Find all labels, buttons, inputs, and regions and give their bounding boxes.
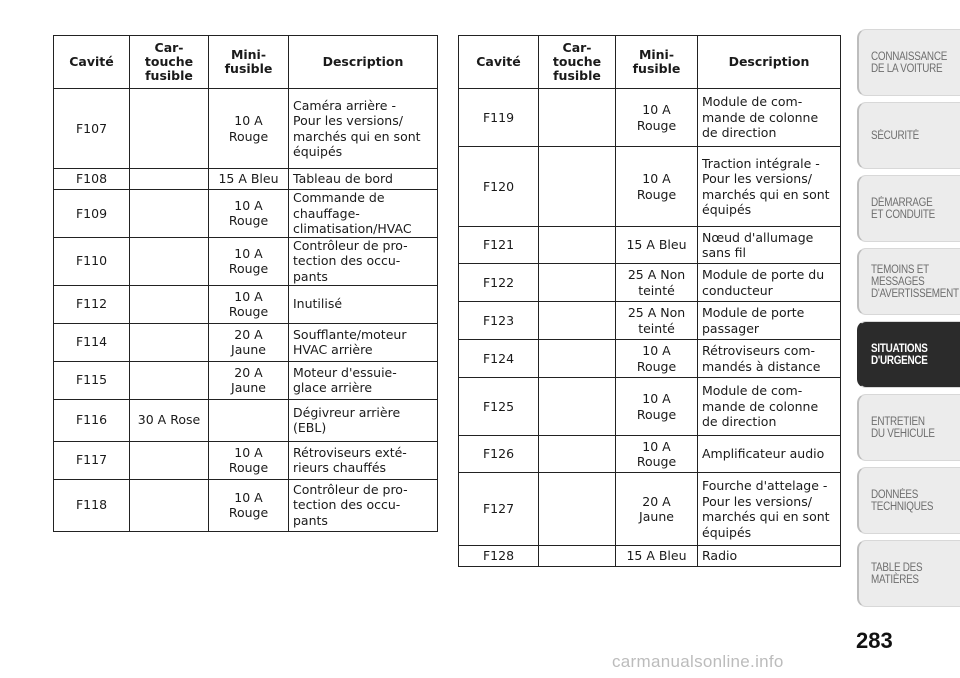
description-cell: Contrôleur de pro- tection des occu- pants xyxy=(289,237,438,285)
table-row xyxy=(459,89,841,147)
cartridge-cell xyxy=(539,546,616,567)
description-cell: Moteur d'essuie- glace arrière xyxy=(289,361,438,399)
chapter-tab-label: ENTRETIEN DU VEHICULE xyxy=(871,415,935,440)
table-row xyxy=(54,89,438,169)
header-mini-fuse: Mini- fusible xyxy=(616,36,698,89)
description-cell: Tableau de bord xyxy=(289,169,438,190)
chapter-tabs xyxy=(857,29,960,613)
cavity-cell: F123 xyxy=(459,302,539,340)
cartridge-cell xyxy=(130,479,209,531)
chapter-tab[interactable] xyxy=(857,29,960,96)
chapter-tab-label: CONNAISSANCE DE LA VOITURE xyxy=(871,50,948,75)
description-cell: Dégivreur arrière (EBL) xyxy=(289,399,438,441)
table-row xyxy=(54,399,438,441)
table-row xyxy=(459,302,841,340)
mini-fuse-cell: 10 A Rouge xyxy=(209,285,289,323)
cartridge-cell: 30 A Rose xyxy=(130,399,209,441)
table-row xyxy=(54,285,438,323)
cartridge-cell xyxy=(130,89,209,169)
table-row xyxy=(54,237,438,285)
cartridge-cell xyxy=(130,169,209,190)
cavity-cell: F117 xyxy=(54,441,130,479)
table-row xyxy=(459,340,841,378)
cavity-cell: F126 xyxy=(459,436,539,473)
chapter-tab-label: SITUATIONS D'URGENCE xyxy=(871,342,928,367)
mini-fuse-cell: 20 A Jaune xyxy=(209,323,289,361)
mini-fuse-cell: 20 A Jaune xyxy=(616,473,698,546)
header-cavity: Cavité xyxy=(54,36,130,89)
description-cell: Module de porte passager xyxy=(698,302,841,340)
cavity-cell: F118 xyxy=(54,479,130,531)
description-cell: Radio xyxy=(698,546,841,567)
chapter-tab-label: DÉMARRAGE ET CONDUITE xyxy=(871,196,936,221)
description-cell: Rétroviseurs exté- rieurs chauffés xyxy=(289,441,438,479)
chapter-tab[interactable] xyxy=(857,102,960,169)
chapter-tab-label: SÉCURITÉ xyxy=(871,129,919,142)
cavity-cell: F128 xyxy=(459,546,539,567)
mini-fuse-cell: 10 A Rouge xyxy=(209,190,289,238)
mini-fuse-cell: 10 A Rouge xyxy=(209,237,289,285)
cartridge-cell xyxy=(539,147,616,227)
table-row xyxy=(54,361,438,399)
header-description: Description xyxy=(698,36,841,89)
cavity-cell: F121 xyxy=(459,227,539,264)
description-cell: Commande de chauffage- climatisation/HVAC xyxy=(289,190,438,238)
cartridge-cell xyxy=(539,264,616,302)
mini-fuse-cell: 10 A Rouge xyxy=(616,340,698,378)
cartridge-cell xyxy=(539,436,616,473)
chapter-tab[interactable] xyxy=(857,394,960,461)
header-cartridge: Car- touche fusible xyxy=(539,36,616,89)
cartridge-cell xyxy=(130,237,209,285)
mini-fuse-cell: 10 A Rouge xyxy=(616,89,698,147)
mini-fuse-cell: 10 A Rouge xyxy=(209,441,289,479)
description-cell: Fourche d'attelage - Pour les versions/ marchés qui en sont équipés xyxy=(698,473,841,546)
table-row xyxy=(459,264,841,302)
header-mini-fuse: Mini- fusible xyxy=(209,36,289,89)
table-row xyxy=(459,378,841,436)
mini-fuse-cell: 10 A Rouge xyxy=(616,147,698,227)
cavity-cell: F109 xyxy=(54,190,130,238)
cavity-cell: F110 xyxy=(54,237,130,285)
header-cartridge: Car- touche fusible xyxy=(130,36,209,89)
fuse-table-right xyxy=(458,35,841,567)
mini-fuse-cell: 25 A Non teinté xyxy=(616,264,698,302)
description-cell: Nœud d'allumage sans fil xyxy=(698,227,841,264)
description-cell: Soufflante/moteur HVAC arrière xyxy=(289,323,438,361)
chapter-tab[interactable] xyxy=(857,175,960,242)
mini-fuse-cell: 20 A Jaune xyxy=(209,361,289,399)
cavity-cell: F108 xyxy=(54,169,130,190)
cavity-cell: F114 xyxy=(54,323,130,361)
table-row xyxy=(459,436,841,473)
cartridge-cell xyxy=(130,190,209,238)
chapter-tab-label: DONNÉES TECHNIQUES xyxy=(871,488,934,513)
cartridge-cell xyxy=(130,441,209,479)
table-row xyxy=(54,479,438,531)
watermark: carmanualsonline.info xyxy=(612,652,784,671)
cavity-cell: F122 xyxy=(459,264,539,302)
mini-fuse-cell: 15 A Bleu xyxy=(209,169,289,190)
description-cell: Module de com- mande de colonne de direction xyxy=(698,89,841,147)
description-cell: Inutilisé xyxy=(289,285,438,323)
table-row xyxy=(54,323,438,361)
cavity-cell: F115 xyxy=(54,361,130,399)
cartridge-cell xyxy=(130,285,209,323)
cavity-cell: F124 xyxy=(459,340,539,378)
cavity-cell: F120 xyxy=(459,147,539,227)
chapter-tab-label: TEMOINS ET MESSAGES D'AVERTISSEMENT xyxy=(871,263,959,300)
cavity-cell: F125 xyxy=(459,378,539,436)
cavity-cell: F107 xyxy=(54,89,130,169)
description-cell: Traction intégrale - Pour les versions/ marchés qui en sont équipés xyxy=(698,147,841,227)
chapter-tab[interactable] xyxy=(857,467,960,534)
cavity-cell: F112 xyxy=(54,285,130,323)
table-row xyxy=(459,227,841,264)
mini-fuse-cell: 10 A Rouge xyxy=(209,89,289,169)
mini-fuse-cell: 10 A Rouge xyxy=(616,378,698,436)
chapter-tab[interactable] xyxy=(857,248,960,315)
cartridge-cell xyxy=(539,227,616,264)
chapter-tab[interactable] xyxy=(857,321,960,388)
cartridge-cell xyxy=(539,378,616,436)
cartridge-cell xyxy=(539,89,616,147)
description-cell: Caméra arrière - Pour les versions/ marchés qui en sont équipés xyxy=(289,89,438,169)
mini-fuse-cell: 15 A Bleu xyxy=(616,546,698,567)
description-cell: Contrôleur de pro- tection des occu- pants xyxy=(289,479,438,531)
description-cell: Amplificateur audio xyxy=(698,436,841,473)
cartridge-cell xyxy=(539,302,616,340)
mini-fuse-cell: 15 A Bleu xyxy=(616,227,698,264)
description-cell: Module de com- mande de colonne de direction xyxy=(698,378,841,436)
mini-fuse-cell xyxy=(209,399,289,441)
header-description: Description xyxy=(289,36,438,89)
cartridge-cell xyxy=(539,473,616,546)
page-number: 283 xyxy=(856,628,893,653)
table-row xyxy=(459,546,841,567)
table-row xyxy=(459,147,841,227)
description-cell: Rétroviseurs com- mandés à distance xyxy=(698,340,841,378)
fuse-table-left xyxy=(53,35,438,532)
header-cavity: Cavité xyxy=(459,36,539,89)
chapter-tab-label: TABLE DES MATIÈRES xyxy=(871,561,923,586)
mini-fuse-cell: 10 A Rouge xyxy=(209,479,289,531)
cartridge-cell xyxy=(130,361,209,399)
cartridge-cell xyxy=(130,323,209,361)
cartridge-cell xyxy=(539,340,616,378)
cavity-cell: F127 xyxy=(459,473,539,546)
table-row xyxy=(54,169,438,190)
cavity-cell: F116 xyxy=(54,399,130,441)
table-row xyxy=(54,441,438,479)
mini-fuse-cell: 10 A Rouge xyxy=(616,436,698,473)
table-row xyxy=(459,473,841,546)
table-row xyxy=(54,190,438,238)
cavity-cell: F119 xyxy=(459,89,539,147)
mini-fuse-cell: 25 A Non teinté xyxy=(616,302,698,340)
chapter-tab[interactable] xyxy=(857,540,960,607)
description-cell: Module de porte du conducteur xyxy=(698,264,841,302)
